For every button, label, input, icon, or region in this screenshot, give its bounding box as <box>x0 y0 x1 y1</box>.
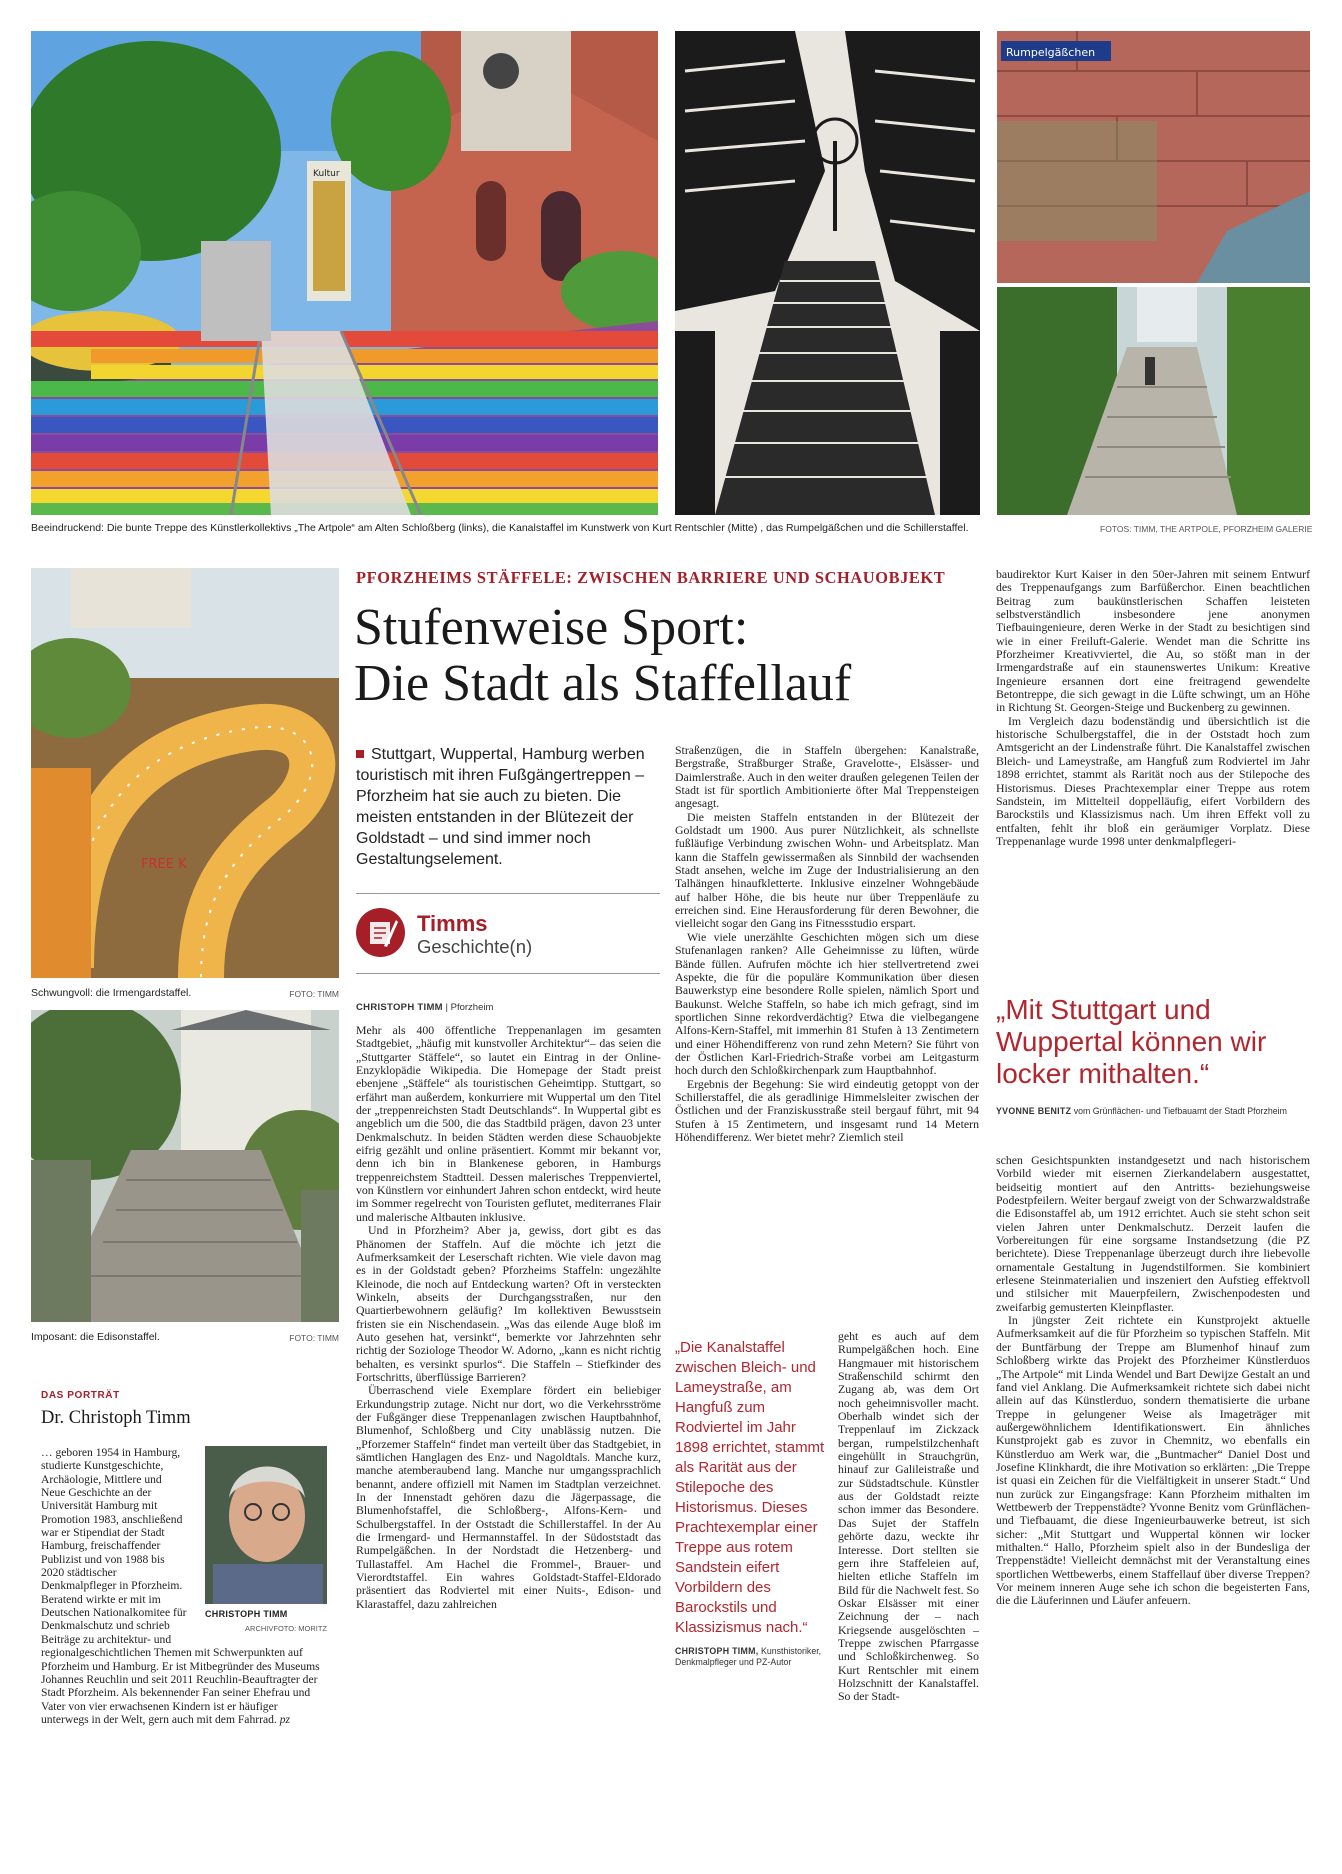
paragraph: geht es auch auf dem Rumpelgäßchen hoch. Eine Hangmauer mit historischem Straßenschild schirmt den Zugang ab, was dem Ort noch geheimnisvoller macht. Oberhalb windet sich der Treppenlauf im Zickzack bergan, rumpelstilzchenhaft eingehüllt in Strauchgrün, hinauf zur Galileistraße und zur Südstadtschule. Künstler aus der Goldstadt reizte schon immer das Besondere. Das Sujet der Staffeln gehörte dazu, weckte ihr Interesse. Dort stellten sie gern ihre Staffeleien auf, hielten etliche Staffeln im Bild für die Nachwelt fest. So Oskar Elsässer mit einer Zeichnung der – nach Kriegsende ausgelöschten – Treppe zwischen Pfarrgasse und Schloßkirchenweg. So Kurt Rentschler mit einem Holzschnitt der Kanalstaffel. So der Stadt- <box>838 1330 979 1704</box>
portrait-photo <box>205 1446 327 1604</box>
article-column-3 <box>838 1330 979 1852</box>
pullquote-role: Kunsthistoriker, Denkmalpfleger und PZ-Autor <box>675 1646 822 1667</box>
quote-author <box>996 1106 1296 1117</box>
kultur-sign: Kultur <box>313 169 340 179</box>
photo-edisonstaffel <box>31 1010 339 1322</box>
article-kicker: PFORZHEIMS STÄFFELE: ZWISCHEN BARRIERE UND SCHAUOBJEKT <box>356 568 946 587</box>
lead-text: Stuttgart, Wuppertal, Hamburg werben touristisch mit ihren Fußgängertreppen – Pforzheim hat sie auch zu bieten. Die meisten entstanden in der Blütezeit der Goldstadt – und sind immer noch Gestaltungselement. <box>356 746 645 868</box>
pullquote-text: „Die Kanalstaffel zwischen Bleich- und Lameystraße, am Hangfuß zum Rodviertel im Jahr 1898 errichtet, stammt als Rarität aus der Stilepoche des Historismus. Dieses Prachtexemplar einer Treppe aus rotem Sandstein eifert Vorbildern des Barockstils und Klassizismus nach.“ <box>675 1339 825 1636</box>
photo-woodcut-kanalstaffel <box>675 31 980 515</box>
irmengard-caption: Schwungvoll: die Irmengardstaffel. <box>31 987 192 999</box>
article-column-4-top <box>996 568 1310 980</box>
paragraph: Wie viele unerzählte Geschichten mögen sich um diese Stufenanlagen ranken? Alle Geheimnisse zu lüften, würde Bände füllen. Aufrufen möchte ich hier stellvertretend zwei Aspekte, die für die populäre Kommunikation über diesen Bauwerkstyp eine besondere Rolle spielen, nämlich Sport und Baukunst. Welche Staffeln, so habe ich mich gefragt, sind im sportlichen Sinne rekordverdächtig? Etwa die vielbegangene Alfons-Kern-Staffel, mit immerhin 81 Stufen à 13 Zentimetern und einer Höhendifferenz von rund zehn Metern? Sie führt von der Östlichen Karl-Friedrich-Straße vorbei am Leitgasturm hoch durch den Schloßkirchenpark zum Hauptbahnhof. <box>675 929 979 1078</box>
byline-name: CHRISTOPH TIMM <box>356 1002 443 1013</box>
headline-line2: Die Stadt als Staffellauf <box>354 655 852 712</box>
quote-name: YVONNE BENITZ <box>996 1106 1072 1116</box>
paragraph: Die meisten Staffeln entstanden in der Blütezeit der Goldstadt um 1900. Aus purer Nützlichkeit, als schnellste fußläufige Verbindung zwischen Wohn- und Arbeitsplatz. Man kann die Staffeln gewissermaßen als Sinnbild der wachsenden Stadt ansehen, welche im Zuge der Industrialisierung an den Talhängen hinaufkletterte. Inklusive einzelner Wohngebäude auf halber Höhe, die bis heute nur über Treppenläufe zu erreichen sind. Eine Herausforderung für deren Bewohner, die vielleicht sogar den Gang ins Fitnessstudio erspart. <box>675 809 979 931</box>
series-title: Timms <box>417 911 488 936</box>
paragraph: schen Gesichtspunkten instandgesetzt und nach historischem Vorbild wieder mit eisernen Zierkandelabern ausgestattet, beidseitig montiert auf den Antritts- beziehungsweise Podestpfeilern. Weiter bergauf zweigt von der Schwarzwaldstraße die Edisonstaffel ab, um 1912 errichtet. Auch sie steht schon seit vielen Jahren unter Denkmalschutz. Derzeit laufen die Vorbereitungen für eine sorgsame Instandsetzung (die PZ berichtete). Diese Treppenanlage überzeugt durch ihre liebevolle ornamentale Gestaltung in Jugendstilformen. Sie kombiniert erlesene Steinmaterialien und inszeniert den Aufstieg effektvoll und stilsicher mit Mauerpfeilern, Zwischenpodesten und zweifarbig gemusterten Kleinpflaster. <box>996 1154 1310 1314</box>
series-logo <box>356 908 656 960</box>
pullquote-author <box>675 1646 825 1668</box>
paragraph: Überraschend viele Exemplare fördert ein beliebiger Erkundungstrip zutage. Nicht nur dort, wo die Verkehrsströme der Fußgänger diese Treppenanlagen zwischen Hauptbahnhof, Blumenhof, Schloßberg und City unablässig nutzen. Die „Pforzemer Staffeln“ findet man verteilt über das Stadtgebiet, in sämtlichen Hanglagen des Enz- und Nagoldtals. Manche kurz, manche atemberaubend lang. Manche nur umgangssprachlich benannt, andere offiziell mit Namen im Stadtplan verzeichnet. In der Innenstadt gehören dazu die Jägerpassage, die Blumenhofstaffel, die Schloßberg-, Alfons-Kern- und Schulbergstaffel. In der Oststadt die Schillerstaffel. In der Au die Irmengard- und Hermannstaffel. In der Südoststadt das Rumpelgäßchen. In der Nordstadt die Hetzenberg- und Tullastaffel. Am Hachel die Frommel-, Brauer- und Vierordtstaffel. Ein wahres Goldstadt-Staffel-Eldorado präsentiert das Rodviertel mit einer Nuits-, Edison- und Klarastaffel, dazu zahlreichen <box>356 1383 661 1611</box>
divider <box>356 973 660 974</box>
quill-icon <box>356 908 405 957</box>
article-lead <box>356 744 661 870</box>
headline-line1: Stufenweise Sport: <box>354 599 749 656</box>
paragraph: baudirektor Kurt Kaiser in den 50er-Jahren mit seinem Entwurf des Treppenaufgangs zum Barfüßerchor. Einen beachtlichen Beitrag zum baukünstlerischen Schaffen leisteten selbstverständlich insbesondere jene anonymen Tiefbauingenieure, deren Werke in der Stadt zu besichtigen sind wie in einer Freiluft-Galerie. Wendet man die Schritte ins Pforzheimer Kreativviertel, die Au, so stößt man in der Irmengardstraße auf ein staunenswertes Unikum: Kreative Ingenieure ersannen dort eine freitragend gewendelte Betontreppe, die sich gewagt in die Lüfte schwingt, um an Höhe in Richtung St. Georgen-Steige und Buckenberg zu gewinnen. <box>996 568 1310 715</box>
portrait-bio: … geboren 1954 in Hamburg, studierte Kunstgeschichte, Archäologie, Mittlere und Neue Geschichte an der Universität Hamburg mit Promotion 1983, anschließend war er Stipendiat der Stadt Hamburg, freischaffender Publizist und von 1988 bis 2020 städtischer Denkmalpfleger in Pforzheim. Beratend wirkte er mit im Deutschen Nationalkomitee für Denkmalschutz und schrieb Beiträge zu architektur- und regionalgeschichtlichen Themen mit Schwerpunkten auf Pforzheim und Hamburg. Er ist Mitbegründer des Museums Johannes Reuchlin und seit 2011 Reuchlin-Beauftragter der Stadt Pforzheim. Als bekennender Fan seiner Ehefrau und Vater von vier erwachsenen Kindern ist er häufiger unterwegs in der Welt, gern auch mit dem Fahrrad. <box>41 1446 320 1726</box>
portrait-sign: pz <box>279 1712 291 1726</box>
paragraph: Und in Pforzheim? Aber ja, gewiss, dort gibt es das Phänomen der Staffeln. Auf die möchte ich jetzt die Aufmerksamkeit der Leserschaft richten. Wie viele davon mag es in der Goldstadt geben? Pforzheims Staffeln: ungezählte Kleinode, die noch auf Entdeckung warten? Oft in versteckten Winkeln, abseits der Durchgangsstraßen, nur den Quartierbewohnern geläufig? Im kollektiven Bewusstsein fristen sie ein Nischendasein. „Was das eilende Auge bloß im Auto gesehen hat, versinkt“, bemerkte vor Jahrzehnten sehr richtig der Soziologe Theodor W. Adorno, „kann es nicht richtig behalten, es versinkt spurlos“. Die Staffeln – Stiefkinder des Fortschritts, überflüssige Barrieren? <box>356 1223 661 1384</box>
top-photo-credit: FOTOS: TIMM, THE ARTPOLE, PFORZHEIM GALERIE <box>1100 524 1313 534</box>
article-byline <box>356 1002 493 1013</box>
street-sign: Rumpelgäßchen <box>1006 46 1096 59</box>
article-column-4-bottom <box>996 1154 1310 1852</box>
photo-rumpelgaesschen <box>997 31 1310 283</box>
paragraph: Ergebnis der Begehung: Sie wird eindeutig getoppt von der Schillerstaffel, die als geradlinige Himmelsleiter zwischen der Östlichen und der Franziskusstraße steil bergauf führt, mit 94 Stufen à 15 Zentimetern, und insgesamt rund 14 Metern Höhendifferenz. Wer bietet mehr? Ziemlich steil <box>675 1076 979 1144</box>
portrait-photo-block <box>197 1446 327 1638</box>
irmengard-graffiti: FREE K <box>141 857 187 872</box>
photo-irmengardstaffel <box>31 568 339 978</box>
edison-credit: FOTO: TIMM <box>289 1333 339 1343</box>
irmengard-credit: FOTO: TIMM <box>289 989 339 999</box>
edison-caption: Imposant: die Edisonstaffel. <box>31 1331 160 1343</box>
series-subtitle: Geschichte(n) <box>417 936 533 957</box>
portrait-photo-name: CHRISTOPH TIMM <box>205 1609 288 1619</box>
paragraph: Mehr als 400 öffentliche Treppenanlagen im gesamten Stadtgebiet, „häufig mit kunstvoller Architektur“– das seien die „Stuttgarter Stäffele“, so lautet ein Eintrag in der Online-Enzyklopädie Wikipedia. Die Homepage der Stadt preist ebenjene „Stäffele“ als touristischen Geheimtipp. Stuttgart, so erfährt man außerdem, konkurriere mit Wuppertal um den Titel der „treppenreichsten Stadt Deutschlands“. In Wuppertal gibt es angeblich um die 500, die das Stadtbild prägen, davon 23 unter Denkmalschutz. In beiden Städten werden diese Schauobjekte eifrig gezählt und online präsentiert. Kommt mir bekannt vor, denn ich bin in Blankenese geboren, in Hamburgs treppenreichstem Stadtteil. Dessen malerisches Treppenviertel, von Künstlern vor einhundert Jahren schon entdeckt, wird heute im Sommer regelrecht von Touristen geflutet, mediterranes Flair und malerische Altbauten inklusive. <box>356 1024 661 1224</box>
paragraph: Im Vergleich dazu bodenständig und übersichtlich ist die historische Schulbergstaffel, die in der Oststadt hoch zum Amtsgericht an der Lindenstraße führt. Die Kanalstaffel zwischen Bleich- und Lameystraße, am Hangfuß zum Rodviertel im Jahr 1898 errichtet, stammt als Rarität noch aus der Stilepoche des Historismus. Dieses Prachtexemplar einer Treppe aus rotem Sandstein, im Mittelteil doppelläufig, eifert Vorbildern des Barockstils und Klassizismus nach. Um ihren Effekt voll zu entfalten, fehlt ihr bloß ein geräumiger Vorplatz. Diese Treppenanlage wurde 1998 unter denkmalpflegeri- <box>996 713 1310 848</box>
paragraph: Straßenzügen, die in Staffeln übergehen: Kanalstraße, Bergstraße, Straßburger Straße, Gravelotte-, Elsässer- und Daimlerstraße. Auch in den weiter draußen gelegenen Teilen der Stadt ist für sportlich Ambitionierte öfter Mal Treppensteigen angesagt. <box>675 744 979 811</box>
byline-place: | Pforzheim <box>445 1002 494 1013</box>
pullquote-name: CHRISTOPH TIMM, <box>675 1646 759 1656</box>
portrait-photo-credit: ARCHIVFOTO: MORITZ <box>245 1624 327 1633</box>
photo-schillerstaffel <box>997 287 1310 515</box>
portrait-name: Dr. Christoph Timm <box>41 1408 191 1428</box>
quote-role: vom Grünflächen- und Tiefbauamt der Stadt Pforzheim <box>1073 1106 1287 1116</box>
paragraph: In jüngster Zeit richtete ein Kunstprojekt aktuelle Aufmerksamkeit auf die für Pforzheim so typischen Staffeln. Mit der Buntfärbung der Treppe am Blumenhof hinauf zum Schloßberg wirkte das Projekt des Pforzheimer Künstlerduos „The Artpole“ mit Linda Wendel und Bart Dewijze Gestalt an und fand viel Anklang. Die Aufmerksamkeit richtete sich dabei nicht allein auf das Künstlerduo, sondern thematisierte die urbane Treppe in gelungener Weise als Imageträger mit außergewöhnlichem Identifikationswert. Ein ähnliches Kunstprojekt gab es zuvor in Chemnitz, wo ebenfalls ein Künstlerduo am Werk war, die „Buntmacher“ Daniel Dost und Josefine Klinkhardt, die ihre Motivation so erklärten: „Die Treppe ist quasi ein Zeichen für die Vielfältigkeit in unserer Stadt.“ Und nun zurück zur Eingangsfrage: Kann Pforzheim mithalten im Wettbewerb der Treppenstädte? Yvonne Benitz vom Grünflächen- und Tiefbauamt, die diese Ingenieurbauwerke betreut, ist sich sicher: „Mit Stuttgart und Wuppertal können wir locker mithalten.“ Hallo, Pforzheim spielt also in der Bundesliga der Treppenstädte! Vielleicht demnächst mit der Veranstaltung eines sportlichen Wettbewerbs, einem Staffellauf über diverse Treppen? Vor meinem inneren Auge sehe ich schon die begeisterten Fans, die die Läuferinnen und Läufer anfeuern. <box>996 1313 1310 1608</box>
portrait-text <box>41 1446 327 1846</box>
lead-marker <box>356 750 364 758</box>
photo-rainbow-stairs <box>31 31 658 515</box>
top-photo-caption: Beeindruckend: Die bunte Treppe des Künstlerkollektivs „The Artpole“ am Alten Schloßberg (links), die Kanalstaffel im Kunstwerk von Kurt Rentschler (Mitte) , das Rumpelgäßchen und die Schillerstaffel. <box>31 522 969 534</box>
quote-text: „Mit Stuttgart und Wuppertal können wir locker mithalten.“ <box>996 994 1267 1089</box>
divider <box>356 893 660 894</box>
article-column-1 <box>356 1024 661 1852</box>
portrait-label: DAS PORTRÄT <box>41 1390 120 1401</box>
pullquote-box <box>675 1330 825 1850</box>
